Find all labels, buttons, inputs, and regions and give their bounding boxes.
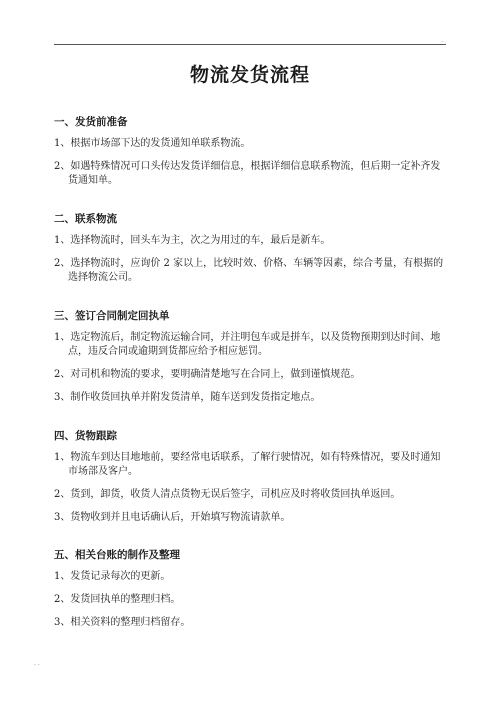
item-text: 1、发货记录每次的更新。 bbox=[54, 571, 171, 582]
section-preparation bbox=[54, 115, 454, 197]
list-item bbox=[54, 616, 454, 630]
header-mark: . bbox=[441, 37, 443, 44]
section-ledger-records bbox=[54, 548, 454, 639]
section-heading: 四、货物跟踪 bbox=[54, 430, 117, 442]
item-text: 2、选择物流时，应询价 2 家以上，比较时效、价格、车辆等因素，综合考量，有根据的 bbox=[54, 258, 444, 269]
item-text: 2、货到，卸货，收货人清点货物无误后签字，司机应及时将收货回执单返回。 bbox=[54, 489, 401, 500]
item-text: 2、如遇特殊情况可口头传达发货详细信息，根据详细信息联系物流，但后期一定补齐发 bbox=[54, 161, 441, 172]
list-item bbox=[54, 331, 454, 359]
section-heading: 二、联系物流 bbox=[54, 213, 117, 225]
section-contract-receipt bbox=[54, 309, 454, 414]
header-rule bbox=[54, 44, 446, 45]
item-text-continued: 市场部及客户。 bbox=[68, 466, 138, 477]
list-item bbox=[54, 488, 454, 502]
section-heading: 一、发货前准备 bbox=[54, 116, 128, 128]
list-item bbox=[54, 451, 454, 479]
list-item bbox=[54, 391, 454, 405]
list-item bbox=[54, 257, 454, 285]
list-item bbox=[54, 570, 454, 584]
item-text: 2、对司机和物流的要求，要明确清楚地写在合同上，做到谨慎规范。 bbox=[54, 369, 361, 380]
item-text: 1、根据市场部下达的发货通知单联系物流。 bbox=[54, 138, 251, 149]
item-text: 1、选定物流后，制定物流运输合同，并注明包车或是拼车，以及货物预期到达时间、地 bbox=[54, 332, 441, 343]
section-heading: 五、相关台账的制作及整理 bbox=[54, 549, 180, 561]
item-text: 3、货物收到并且电话确认后，开始填写物流请款单。 bbox=[54, 512, 291, 523]
list-item bbox=[54, 160, 454, 188]
list-item bbox=[54, 511, 454, 525]
list-item bbox=[54, 234, 454, 248]
section-heading: 三、签订合同制定回执单 bbox=[54, 310, 170, 322]
page-title: 物流发货流程 bbox=[189, 64, 310, 86]
section-contact-logistics bbox=[54, 212, 454, 294]
item-text: 1、选择物流时，回头车为主，次之为用过的车，最后是新车。 bbox=[54, 235, 331, 246]
item-text: 3、制作收货回执单并附发货清单，随车送到发货指定地点。 bbox=[54, 392, 321, 403]
item-text-continued: 点，违反合同或逾期到货都应给予相应惩罚。 bbox=[68, 346, 268, 357]
item-text-continued: 货通知单。 bbox=[68, 175, 118, 186]
list-item bbox=[54, 368, 454, 382]
item-text: 1、物流车到达目地地前，要经常电话联系，了解行驶情况，如有特殊情况，要及时通知 bbox=[54, 452, 441, 463]
item-text-continued: 选择物流公司。 bbox=[68, 272, 138, 283]
section-cargo-tracking bbox=[54, 429, 454, 534]
item-text: 3、相关资料的整理归档留存。 bbox=[54, 617, 191, 628]
footer-mark: . . bbox=[34, 660, 40, 667]
item-text: 2、发货回执单的整理归档。 bbox=[54, 594, 181, 605]
list-item bbox=[54, 137, 454, 151]
list-item bbox=[54, 593, 454, 607]
